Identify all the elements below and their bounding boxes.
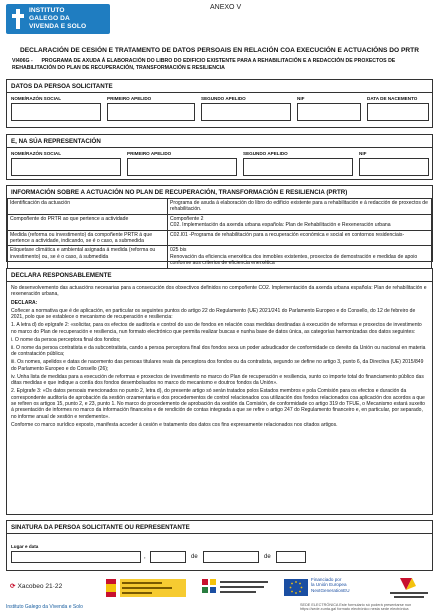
section-title: DATOS DA PERSOA SOLICITANTE [7,80,432,93]
xunta-cross-icon [11,8,25,30]
day-field[interactable] [150,551,186,563]
prtr-info-table [7,198,432,269]
signature-body [7,534,432,578]
info-row [8,230,432,246]
sede-line: SEDE ELECTRÓNICA Este formulario só poderá presentarse nun [300,603,412,607]
info-row [8,246,432,268]
name-field[interactable] [11,158,121,176]
declaration-paragraph: Coñecer a normativa que é de aplicación, en particular os seguintes puntos do artigo 22 do Regulamento (UE) 2021/241 do Parlamento Europeo e do Consello, do 12 de febreiro de 2021, polo que se establece o mecanismo de recuperación e resiliencia: [11,307,416,320]
page-header [0,0,439,36]
procedure-description: PROGRAMA DE AXUDA Á ELABORACIÓN DO LIBRO DO EDIFICIO EXISTENTE PARA A REHABILITACIÓN E A REDACCIÓN DE PROXECTOS DE REHABILITACIÓN DO PLAN DE RECUPERACIÓN, TRANSFORMACIÓN E RESILIENCIA [12,58,396,71]
info-row [8,214,432,230]
eu-line: Financiado por [311,577,342,582]
info-row-key: Identificación da actuación [8,199,168,215]
section-title: DECLARA RESPONSABLEMENTE [7,269,432,282]
info-row-value: C02.I01 -Programa de rehabilitación para a recuperación económica e social en contornos residenciais- [168,230,432,246]
year-field[interactable] [276,551,306,563]
footer-sede-note [300,603,432,612]
nif-label: NIF [297,96,305,101]
section-title: E, NA SÚA REPRESENTACIÓN [7,135,432,148]
applicant-fields [7,93,432,140]
recovery-plan-logo [386,576,432,600]
prtr-info-section [6,185,433,267]
declaration-paragraph: iv. Unha lista de medidas para a execución de reformas e proxectos de investimento no marco do Plan de recuperación e resiliencia, xunto co importe total do financiamento público das ditas medidas e que indique a contía dos fondos desembolsados no marco do mecanismo e doutros fondos da Unión». [11,373,424,387]
annex-label: ANEXO V [210,4,242,11]
surname1-label: PRIMEIRO APELIDO [127,151,172,156]
declaration-paragraph: ii. O nome da persoa contratista e da subcontratista, cando a persoa perceptora final dos fondos sexa un poder adxudicador de conformidade co dereito da Unión ou nacional en materia de contratación pública; [11,344,426,358]
surname1-field[interactable] [127,158,237,176]
info-row-value: 025 bis Renovación da eficiencia enerxética dos inmobles existentes, proxectos de demostración e medidas de apoio conforme aos criterios de eficiencia enerxética [168,246,432,268]
birthdate-field[interactable] [367,103,429,121]
surname1-field[interactable] [107,103,195,121]
declaration-section [6,268,433,515]
surname2-field[interactable] [243,158,353,176]
info-row-key: Medida (reforma ou investimento) da compoñente PRTR á que pertence a actividade, indicando, se é o caso, a submedida [8,230,168,246]
prtr-logo [200,577,272,599]
declaration-paragraph: i. O nome da persoa perceptora final dos fondos; [11,336,121,343]
name-label: NOME/RAZÓN SOCIAL [11,151,62,156]
sede-line: https://sede.xunta.gal formato electrónico nesta sede electrónica [300,607,409,612]
surname1-label: PRIMEIRO APELIDO [107,96,152,101]
comma-separator: , [144,554,146,560]
xacobeo-logo [10,582,62,590]
de-separator: de [191,554,198,560]
info-row-key: Etiquetaxe climática e ambiental asignada á medida (reforma ou investimento) ou, se é o caso, á submedida [8,246,168,268]
info-row-value: Programa de axuda á elaboración do libro do edificio existente para a rehabilitación e á redacción de proxectos de rehabilitación. [168,199,432,215]
place-date-label: Lugar e data [11,544,39,549]
month-field[interactable] [203,551,259,563]
declaration-paragraph: iii. Os nomes, apelidos e datas de nacemento das persoas titulares reais da perceptora dos fondos ou da contratista, segundo se define no artigo 3, punto 6, da Directiva (UE) 2015/849 do Parlamento Europeo e do Consello (26); [11,359,424,372]
declaration-text [7,282,432,433]
name-label: NOME/RAZÓN SOCIAL [11,96,62,101]
logo-line: GALEGO DA [29,15,70,22]
representative-section [6,134,433,180]
declaration-paragraph: 1. A letra d) do epígrafe 2: «solicitar, para os efectos de auditoría e control do uso de fondos en relación coas medidas destinadas á execución de reformas e proxectos de investimento no marco do Plan de recuperación e resiliencia, nun formato electrónico que permita realizar buscas e nunha base de datos única, as categorías harmonizadas dos datos seguintes: [11,322,422,335]
nif-field[interactable] [359,158,429,176]
info-row-value: Compoñente 2 C02. Implementación da axenda urbana española: Plan de Rehabilitación e Rexeneración urbana [168,214,432,230]
signature-section [6,520,433,571]
eu-logo [284,577,366,599]
name-field[interactable] [11,103,101,121]
section-title: INFORMACIÓN SOBRE A ACTUACIÓN NO PLAN DE RECUPERACIÓN, TRANSFORMACIÓN E RESILIENCIA (PRTR) [11,189,348,196]
logo-line: INSTITUTO [29,7,65,14]
info-row-key: Compoñente do PRTR ao que pertence a actividade [8,214,168,230]
surname2-label: SEGUNDO APELIDO [243,151,288,156]
xacobeo-text: Xacobeo 21·22 [17,583,63,590]
eu-line: la Unión Europea [311,582,347,588]
eu-line: NextGenerationEU [311,587,350,593]
declaration-paragraph: 2. Epígrafe 3: «Os datos persoais mencionados no punto 2, letra d), do presente artigo só serán tratados polos Estados membros e pola Comisión para os efectos e duración da correspondente auditoría de aprobación da xestión orzamentaria e dos procedementos de control relacionados coa utilización dos fondos relacionados coa aplicación dos acordos a que se refiren os artigos 15, punto 2, e 23, punto 1. No marco do procedemento de aprobación da xestión da Comisión, de conformidade co artigo 319 do TFUE, o Mecanismo estará suxeito á presentación de informes no marco da información financeira e de rendición de contas integrada a que se refire o artigo 247 do Regulamento financeiro e, en particular, por separado, no informe anual de xestión e rendemento». [11,388,425,420]
birthdate-label: DATA DE NACEMENTO [367,96,418,101]
document-title: DECLARACIÓN DE CESIÓN E TRATAMENTO DE DATOS PERSOAIS EN RELACIÓN COA EXECUCIÓN E ACTUACIÓNS DO PRTR [20,47,419,54]
declaration-paragraph: DECLARA: [11,299,38,306]
surname2-label: SEGUNDO APELIDO [201,96,246,101]
declaration-paragraph: No desenvolvemento das actuacións necesarias para a consecución dos obxectivos definidos no compoñente CO2. Implementación da axenda urbana española: Plan de rehabilitación e rexeneración urbana, [11,285,427,298]
nif-field[interactable] [297,103,361,121]
eu-text [311,577,350,593]
xacobeo-icon: ⟳ [10,583,16,590]
declaration-paragraph: Conforme co marco xurídico exposto, manifesta acceder á cesión e tratamento dos datos cos fins expresamente relacionados nos citados artigos. [11,421,338,428]
de-separator: de [264,554,271,560]
spain-government-logo [106,577,188,599]
procedure-line [12,58,429,72]
place-field[interactable] [11,551,141,563]
surname2-field[interactable] [201,103,291,121]
footer-logos [0,574,439,602]
nif-label: NIF [359,151,367,156]
igvs-logo [6,4,110,34]
procedure-code: VI406G - [12,58,33,64]
applicant-section [6,79,433,128]
footer-institution: Instituto Galego da Vivenda e Solo [6,604,83,610]
info-row [8,199,432,215]
logo-line: VIVENDA E SOLO [29,23,87,30]
eu-flag-icon [284,579,308,596]
section-title: SINATURA DA PERSOA SOLICITANTE OU REPRESENTANTE [7,521,432,534]
logo-text [29,7,86,31]
